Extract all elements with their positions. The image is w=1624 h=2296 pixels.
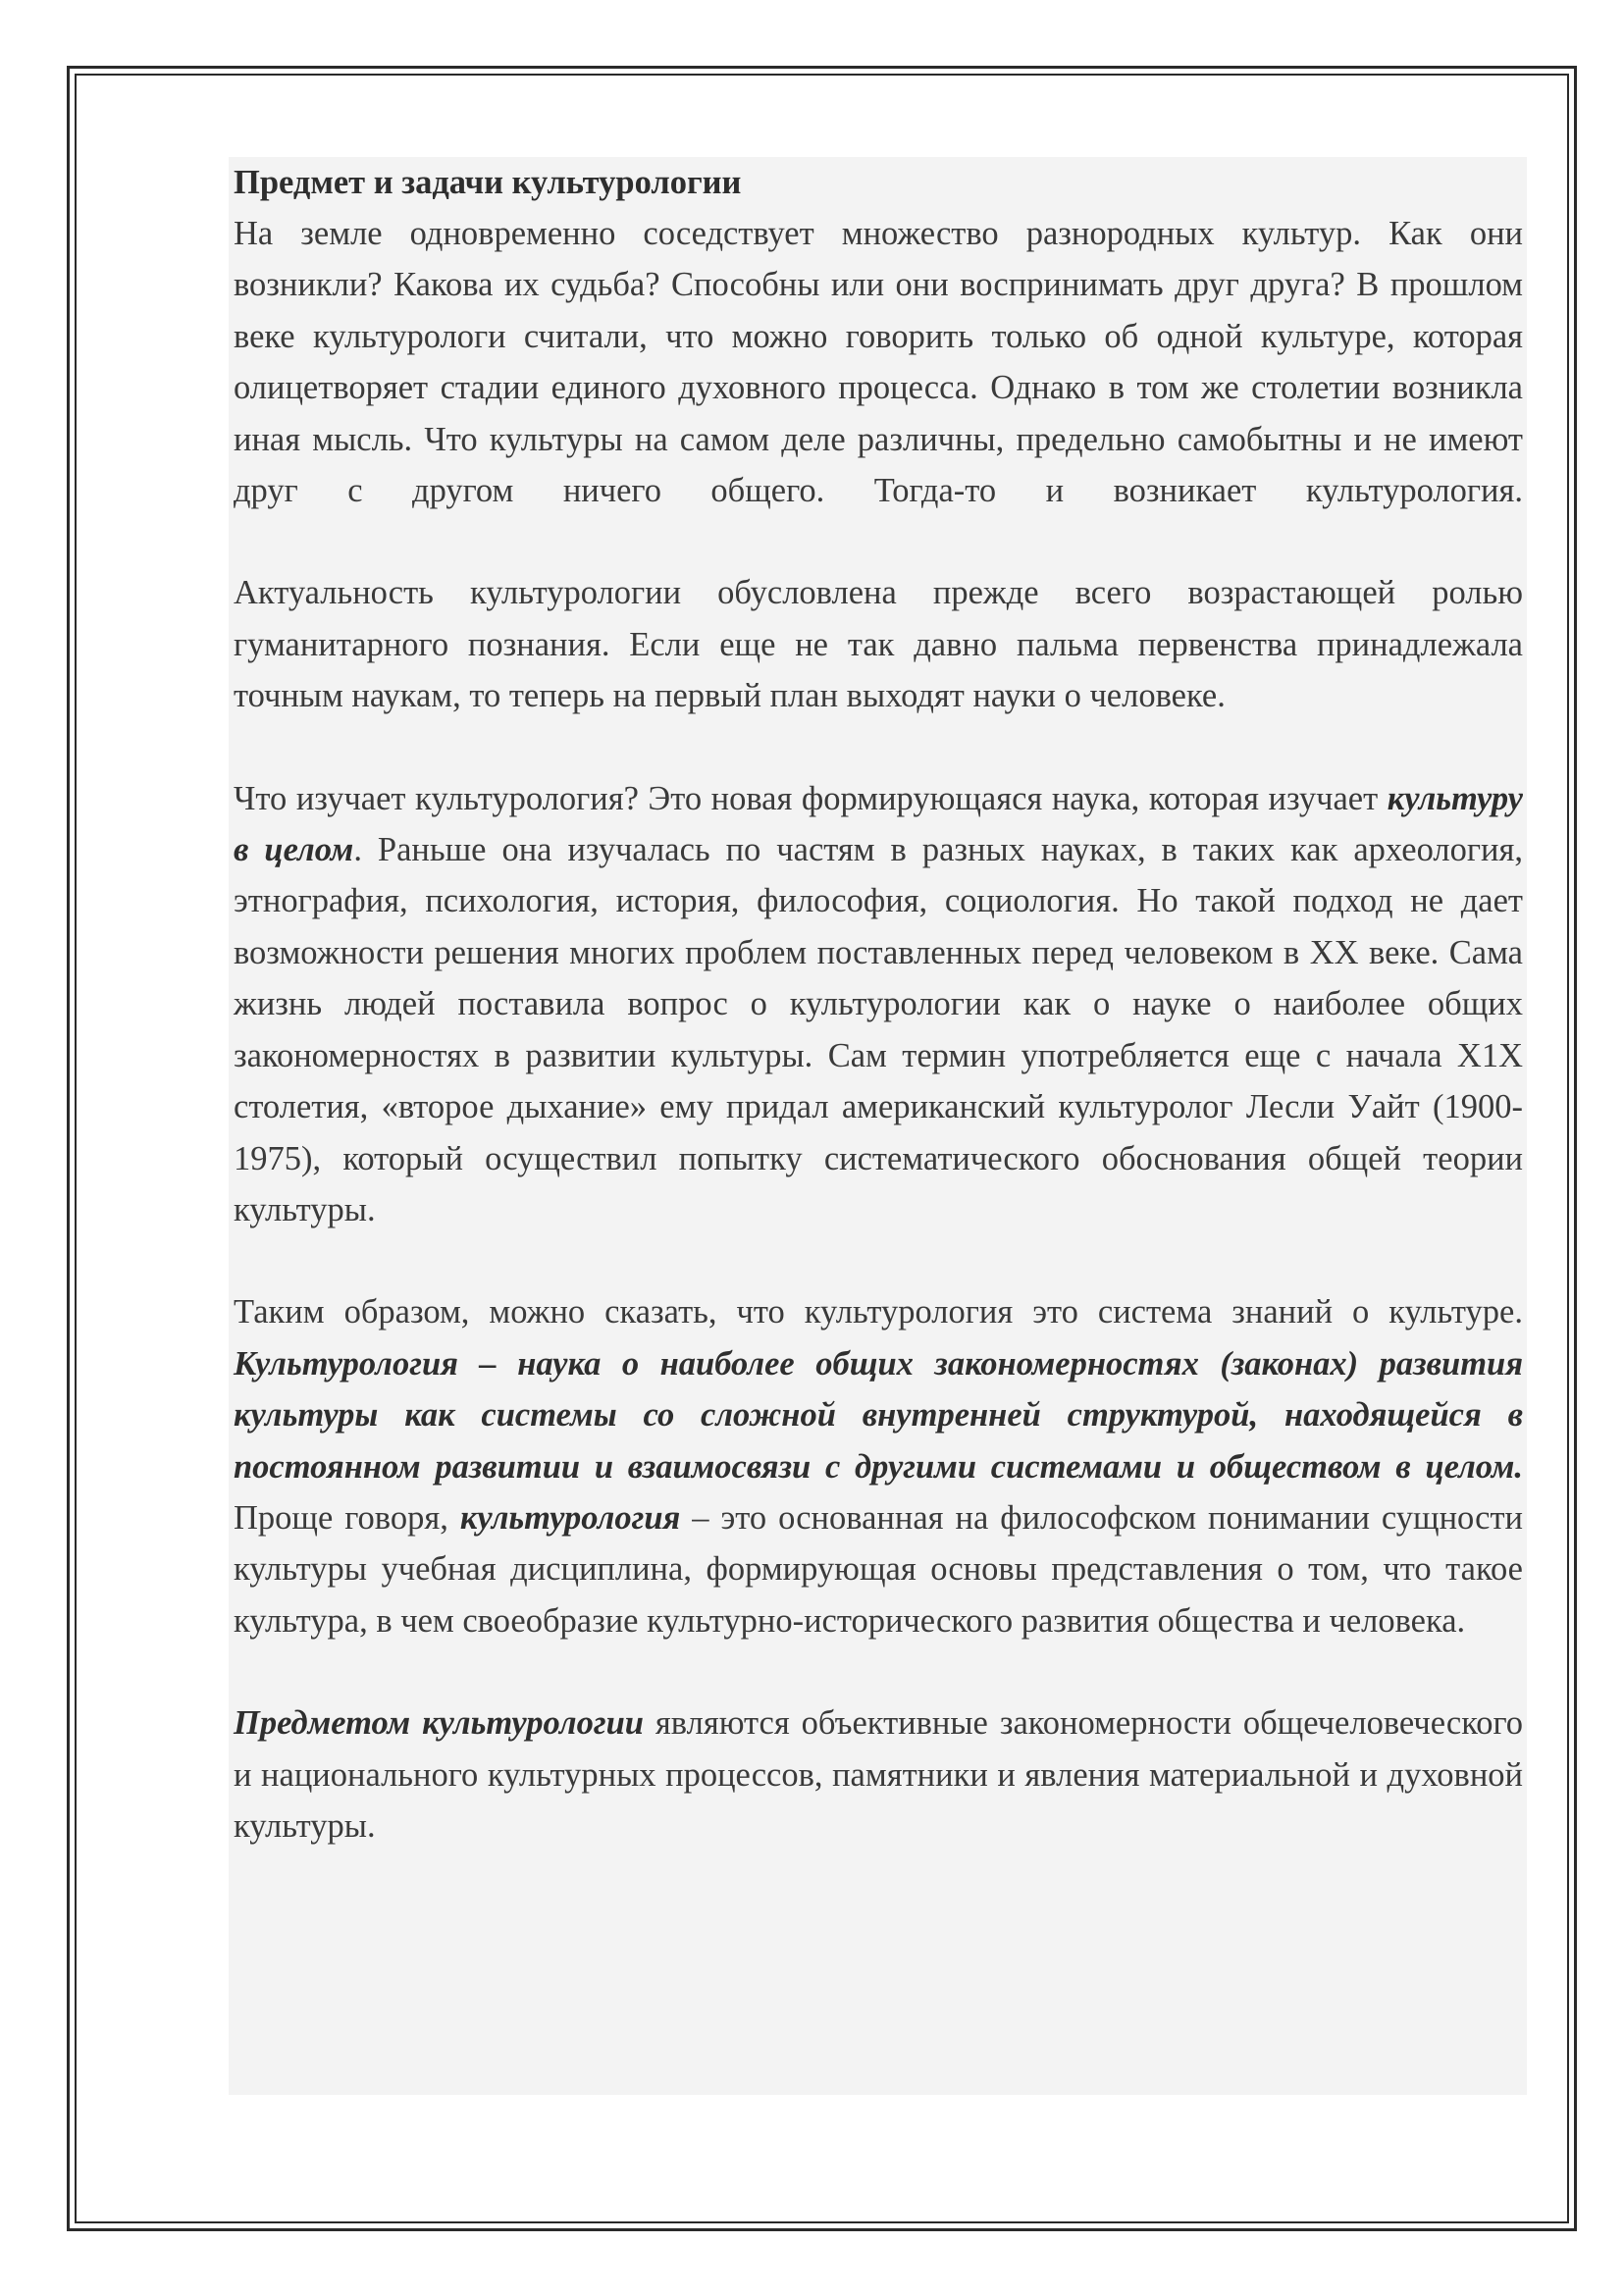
paragraph-text: – это основанная на философском понимании сущности культуры учебная дисциплина, формирующая основы представления о том, что такое культура, в чем своеобразие культурно-исторического развития общества и человека. xyxy=(234,1498,1524,1640)
document-body xyxy=(229,157,1527,2095)
paragraph-text: Таким образом, можно сказать, что культурология это система знаний о культуре. xyxy=(234,1293,1523,1331)
paragraph-text: . Раньше она изучалась по частям в разных науках, в таких как археология, этнография, психология, история, философия, социология. Но такой подход не дает возможности решения многих проблем поставленных перед человеком в XX веке. Сама жизнь людей поставила вопрос о культурологии как о науке о наиболее общих закономерностях в развитии культуры. Сам термин употребляется еще с начала X1X столетия, «второе дыхание» ему придал американский культуролог Лесли Уайт (1900-1975), который осуществил попытку систематического обоснования общей теории культуры. xyxy=(234,831,1523,1228)
paragraph-text: Что изучает культурология? Это новая формирующаяся наука, которая изучает xyxy=(234,779,1388,817)
paragraph-relevance: Актуальность культурологии обусловлена прежде всего возрастающей ролью гуманитарного познания. Если еще не так давно пальма первенства принадлежала точным наукам, то теперь на первый план выходят науки о человеке. xyxy=(234,574,1523,715)
paragraph-definition xyxy=(234,1286,1523,1646)
paragraph-subject xyxy=(234,1697,1523,1852)
paragraph-spacer xyxy=(234,1235,1523,1286)
paragraph-text: Проще говоря, xyxy=(234,1498,460,1537)
paragraph-spacer xyxy=(234,516,1523,567)
emphasis-text: культурология xyxy=(459,1498,681,1537)
definition-emphasis: Культурология – наука о наиболее общих закономерностях (законах) развития культуры как системы со сложной внутренней структурой, находящейся в постоянном развитии и взаимосвязи с другими системами и обществом в целом. xyxy=(234,1344,1523,1486)
paragraph-intro: На земле одновременно соседствует множество разнородных культур. Как они возникли? Какова их судьба? Способны или они воспринимать друг друга? В прошлом веке культурологи считали, что можно говорить только об одной культуре, которая олицетворяет стадии единого духовного процесса. Однако в том же столетии возникла иная мысль. Что культуры на самом деле различны, предельно самобытны и не имеют друг с другом ничего общего. Тогда-то и возникает культурология. xyxy=(234,215,1523,510)
emphasis-text: культуру в целом xyxy=(234,779,1523,869)
paragraph-spacer xyxy=(234,722,1523,773)
document-title: Предмет и задачи культурологии xyxy=(234,164,742,201)
paragraph-what-studies xyxy=(234,773,1523,1236)
paragraph-spacer xyxy=(234,1646,1523,1697)
paragraph-text: являются объективные закономерности общечеловеческого и национального культурных процессов, памятники и явления материальной и духовной культуры. xyxy=(234,1704,1523,1845)
emphasis-text: Предметом культурологии xyxy=(234,1704,644,1743)
